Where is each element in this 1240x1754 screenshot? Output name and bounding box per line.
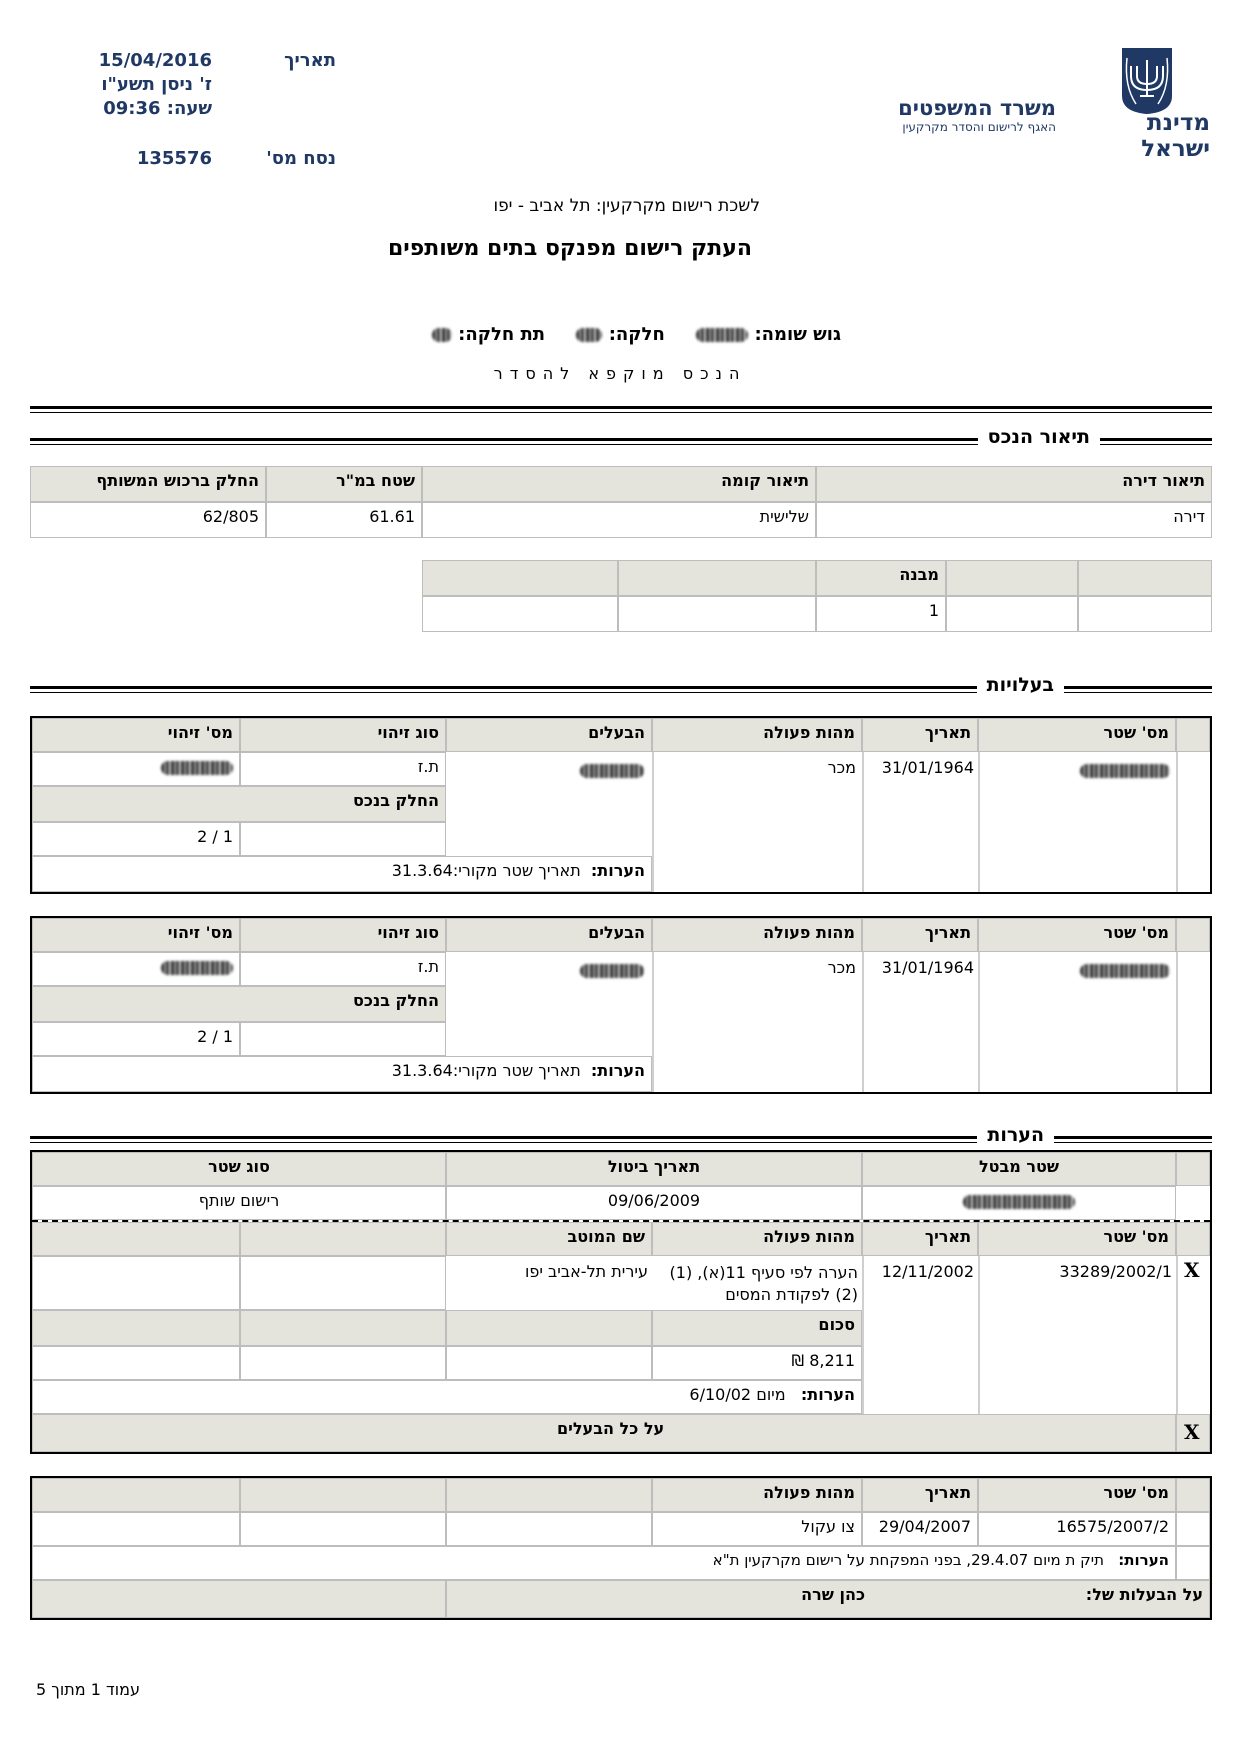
owner-id-type: ת.ז: [240, 752, 446, 786]
table-cell: 1: [816, 596, 946, 632]
version-label: נסח מס': [266, 148, 336, 169]
version-value: 135576: [136, 148, 212, 169]
note-deed-number: 16575/2007/2: [978, 1512, 1176, 1546]
deed-number-redacted: [1080, 960, 1172, 979]
notes-label: הערות:: [590, 1061, 645, 1080]
note-date: 29/04/2007: [862, 1512, 978, 1546]
cancel-date: 09/06/2009: [446, 1186, 862, 1220]
table-cell: 61.61: [266, 502, 422, 538]
note-date: 12/11/2002: [881, 1262, 974, 1281]
status-note: הנכס מוקפא להסדר: [493, 364, 747, 383]
table-cell: [446, 1346, 652, 1380]
applies-to-all-owners: על כל הבעלים: [32, 1414, 1176, 1452]
divider: [978, 752, 980, 892]
table-cell: [32, 1310, 240, 1346]
table-cell: [240, 1346, 446, 1380]
owner-reference-row: על הבעלות של:כהן שרה: [446, 1580, 1210, 1618]
table-cell: [446, 1310, 652, 1346]
table-cell: [32, 1580, 446, 1618]
column-header: מהות פעולה: [652, 718, 862, 752]
table-cell: [32, 1256, 240, 1310]
divider: [862, 752, 864, 892]
gush-label: גוש שומה:: [754, 324, 841, 345]
owner-id-redacted: [32, 752, 240, 786]
column-header: הבעלים: [446, 718, 652, 752]
hebrew-date: ז' ניסן תשע"ו: [101, 74, 212, 95]
divider: [862, 952, 864, 1092]
table-cell: [32, 1512, 240, 1546]
section-title-property: תיאור הנכס: [978, 426, 1100, 448]
owner-notes: תאריך שטר מקורי:31.3.64: [391, 861, 581, 880]
owner-deed-date: 31/01/1964: [881, 958, 974, 977]
ministry-subtitle: האגף לרישום והסדר מקרקעין: [902, 120, 1056, 134]
column-header: [1078, 560, 1212, 596]
column-header: סוג זיהוי: [240, 918, 446, 952]
date-value: 15/04/2016: [98, 50, 212, 71]
column-header: [240, 1222, 446, 1256]
divider: [978, 1256, 980, 1414]
table-cell: [240, 1512, 446, 1546]
column-header: [422, 560, 618, 596]
divider: [862, 1256, 864, 1414]
table-cell: 62/805: [30, 502, 266, 538]
column-header: תיאור קומה: [422, 466, 816, 502]
ministry-name: משרד המשפטים: [898, 96, 1056, 120]
document-title: העתק רישום מפנקס בתים משותפים: [387, 236, 753, 261]
table-cell: [240, 1310, 446, 1346]
column-header: [32, 1478, 240, 1512]
owner-id-type: ת.ז: [240, 952, 446, 986]
owner-share: 1 / 2: [32, 822, 240, 856]
column-header: שטח במ"ר: [266, 466, 422, 502]
column-header: מס' שטר: [978, 1478, 1176, 1512]
cancelling-deed-redacted: [862, 1186, 1176, 1220]
deed-number-redacted: [1080, 760, 1172, 779]
column-header: מהות פעולה: [652, 1478, 862, 1512]
table-cell: [32, 1346, 240, 1380]
gush-number-redacted: [696, 328, 748, 342]
share-label: החלק בנכס: [32, 786, 446, 822]
owner-action: מכר: [827, 958, 856, 977]
owner-id-redacted: [32, 952, 240, 986]
column-header: תאריך: [862, 1478, 978, 1512]
column-header-building: מבנה: [816, 560, 946, 596]
table-cell: [240, 822, 446, 856]
column-header: מס' שטר: [978, 1222, 1176, 1256]
tat-helka-label: תת חלקה:: [458, 324, 546, 345]
column-header: [1176, 718, 1210, 752]
table-cell: [1176, 1546, 1210, 1580]
owner-notes-row: [32, 1056, 652, 1092]
amount-value: 8,211 ₪: [652, 1346, 862, 1380]
owner-name-redacted: [580, 760, 648, 779]
owner-share: 1 / 2: [32, 1022, 240, 1056]
column-header: הבעלים: [446, 918, 652, 952]
date-label: תאריך: [284, 50, 336, 71]
column-header: סוג שטר: [32, 1152, 446, 1186]
table-cell: [1176, 1512, 1210, 1546]
column-header: תאריך: [862, 718, 978, 752]
column-header: תאריך: [862, 918, 978, 952]
divider: [652, 752, 654, 892]
note-beneficiary: עירית תל-אביב יפו: [525, 1262, 648, 1281]
column-header: מהות פעולה: [652, 1222, 862, 1256]
deed-type: רישום שותף: [32, 1186, 446, 1220]
note-deed-number: 33289/2002/1: [1059, 1262, 1172, 1281]
column-header: תאריך ביטול: [446, 1152, 862, 1186]
table-cell: [240, 1022, 446, 1056]
share-label: החלק בנכס: [32, 986, 446, 1022]
registry-office: לשכת רישום מקרקעין: תל אביב - יפו: [493, 196, 760, 216]
parcel-line: [395, 324, 841, 350]
owner-name-redacted: [580, 960, 648, 979]
lien-mark: X: [1184, 1258, 1200, 1282]
owner-action: מכר: [827, 758, 856, 777]
owner-deed-date: 31/01/1964: [881, 758, 974, 777]
divider: [1176, 1256, 1178, 1414]
tat-helka-number-redacted: [432, 328, 452, 342]
section-title-ownership: בעלויות: [977, 674, 1064, 696]
divider: [30, 406, 1212, 413]
column-header: מס' זיהוי: [32, 718, 240, 752]
owner-notes-row: [32, 856, 652, 892]
note-action: הערה לפי סעיף 11(א), (1) (2) לפקודת המסים: [669, 1263, 858, 1304]
column-header: [1176, 918, 1210, 952]
note-notes-row: הערות: תיק ת מיום 29.4.07, בפני המפקחת על רישום מקרקעין ת"א: [32, 1546, 1176, 1580]
column-header: [946, 560, 1078, 596]
divider: [978, 952, 980, 1092]
note-action: צו עקול: [652, 1512, 862, 1546]
column-header: מס' שטר: [978, 918, 1176, 952]
note-notes-row: הערות: מיום 6/10/02: [32, 1380, 862, 1414]
table-cell: [946, 596, 1078, 632]
divider: [652, 952, 654, 1092]
table-cell: [240, 1256, 446, 1310]
notes-label: הערות:: [590, 861, 645, 880]
column-header: [1176, 1152, 1210, 1186]
column-header: [1176, 1478, 1210, 1512]
divider: [1176, 752, 1178, 892]
table-cell: [446, 1512, 652, 1546]
table-cell: שלישית: [422, 502, 816, 538]
table-cell: [422, 596, 618, 632]
helka-number-redacted: [576, 328, 602, 342]
column-header: מהות פעולה: [652, 918, 862, 952]
divider: [1176, 952, 1178, 1092]
column-header: [240, 1478, 446, 1512]
column-header: החלק ברכוש המשותף: [30, 466, 266, 502]
column-header: [446, 1478, 652, 1512]
amount-label: סכום: [652, 1310, 862, 1346]
column-header: [618, 560, 816, 596]
section-title-notes: הערות: [977, 1124, 1054, 1146]
table-cell: דירה: [816, 502, 1212, 538]
column-header: [32, 1222, 240, 1256]
table-cell: [1078, 596, 1212, 632]
column-header: תאריך: [862, 1222, 978, 1256]
state-emblem-icon: [1118, 46, 1176, 116]
owner-notes: תאריך שטר מקורי:31.3.64: [391, 1061, 581, 1080]
column-header: תיאור דירה: [816, 466, 1212, 502]
column-header: מס' שטר: [978, 718, 1176, 752]
applies-mark: X: [1184, 1420, 1200, 1444]
table-cell: [618, 596, 816, 632]
column-header: [1176, 1222, 1210, 1256]
helka-label: חלקה:: [608, 324, 665, 345]
column-header: שטר מבטל: [862, 1152, 1176, 1186]
time-text: שעה: 09:36: [103, 98, 212, 119]
column-header: שם המוטב: [446, 1222, 652, 1256]
column-header: מס' זיהוי: [32, 918, 240, 952]
column-header: סוג זיהוי: [240, 718, 446, 752]
state-name: מדינת ישראל: [1141, 110, 1210, 162]
page-number: עמוד 1 מתוך 5: [36, 1680, 140, 1699]
